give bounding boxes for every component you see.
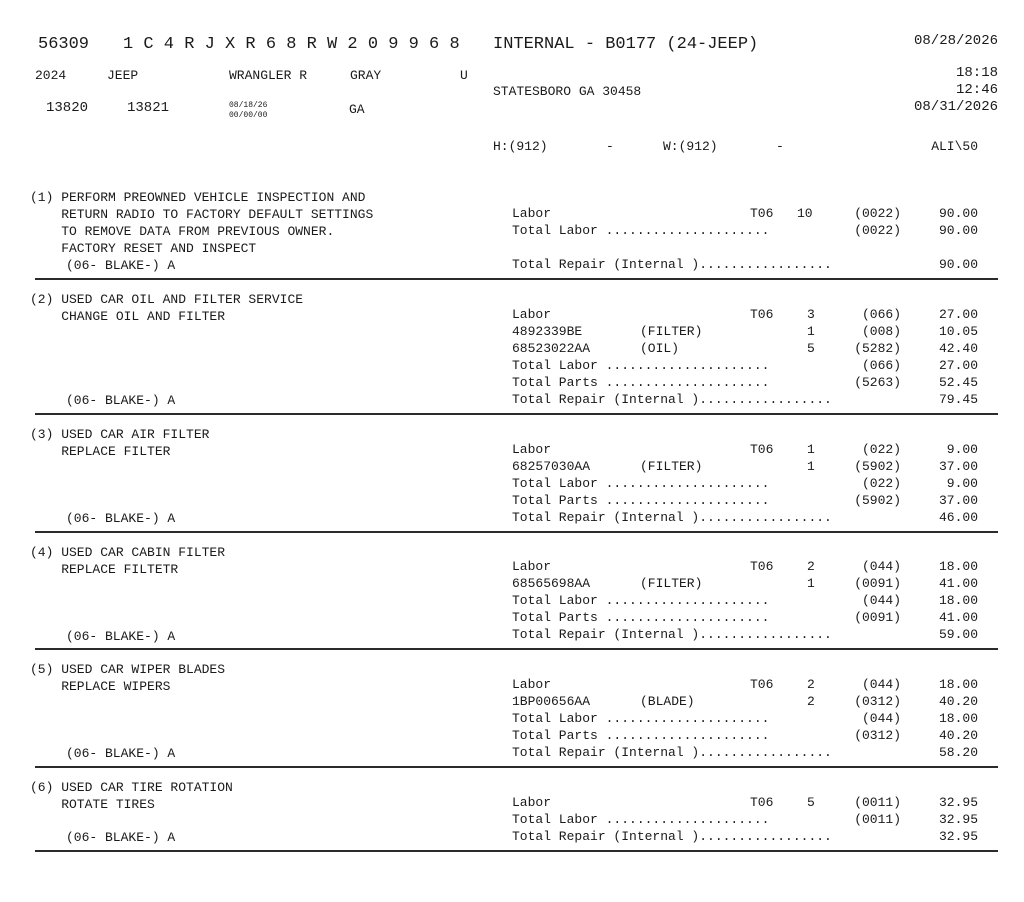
line-amount: 90.00 <box>938 206 978 221</box>
line-label: Labor <box>512 206 552 221</box>
total-repair-label: Total Repair (Internal )................. <box>512 257 832 272</box>
line-qty: 1 <box>807 459 815 474</box>
line-qty: 2 <box>807 677 815 692</box>
line-cost: (044) <box>861 559 901 574</box>
section-divider <box>35 531 998 533</box>
line-amount: 40.20 <box>938 694 978 709</box>
total-labor-amount: 32.95 <box>938 812 978 827</box>
job-description-line: (6) USED CAR TIRE ROTATION <box>30 780 233 795</box>
line-code: T06 <box>750 795 774 810</box>
total-labor-cost: (0022) <box>854 223 901 238</box>
part-number: 68523022AA <box>512 341 591 356</box>
total-repair-amount: 32.95 <box>938 829 978 844</box>
line-code: T06 <box>750 442 774 457</box>
line-amount: 37.00 <box>938 459 978 474</box>
part-number: 4892339BE <box>512 324 583 339</box>
line-label: Labor <box>512 559 552 574</box>
customer-city: STATESBORO GA 30458 <box>493 84 642 99</box>
total-labor-amount: 90.00 <box>938 223 978 238</box>
total-labor-cost: (066) <box>861 358 901 373</box>
total-repair-amount: 58.20 <box>938 745 978 760</box>
line-code: T06 <box>750 559 774 574</box>
total-parts-amount: 40.20 <box>938 728 978 743</box>
job-description-line: REPLACE FILTETR <box>30 562 179 577</box>
stock-number-1: 13820 <box>46 100 89 116</box>
job-description-line: (3) USED CAR AIR FILTER <box>30 427 210 442</box>
line-cost: (008) <box>861 324 901 339</box>
job-description-line: CHANGE OIL AND FILTER <box>30 309 226 324</box>
work-phone-dash: - <box>776 139 784 154</box>
vehicle-year: 2024 <box>35 68 67 83</box>
job-description-line: REPLACE WIPERS <box>30 679 171 694</box>
line-cost: (066) <box>861 307 901 322</box>
line-qty: 2 <box>807 694 815 709</box>
line-qty: 2 <box>807 559 815 574</box>
line-amount: 18.00 <box>938 677 978 692</box>
total-parts-label: Total Parts ..................... <box>512 375 770 390</box>
total-labor-amount: 27.00 <box>938 358 978 373</box>
vehicle-state: GA <box>349 102 365 117</box>
ro-number: 56309 <box>38 35 90 54</box>
section-divider <box>35 766 998 768</box>
work-phone: W:(912) <box>663 139 718 154</box>
total-parts-label: Total Parts ..................... <box>512 728 770 743</box>
line-cost: (022) <box>861 442 901 457</box>
line-label: Labor <box>512 442 552 457</box>
section-divider <box>35 648 998 650</box>
technician: (06- BLAKE-) A <box>66 746 176 761</box>
total-labor-amount: 18.00 <box>938 593 978 608</box>
line-cost: (0091) <box>854 576 901 591</box>
line-qty: 10 <box>797 206 813 221</box>
part-number: 68565698AA <box>512 576 591 591</box>
technician: (06- BLAKE-) A <box>66 629 176 644</box>
job-description-line: RETURN RADIO TO FACTORY DEFAULT SETTINGS <box>30 207 374 222</box>
line-label: Labor <box>512 795 552 810</box>
total-labor-label: Total Labor ..................... <box>512 476 770 491</box>
total-repair-amount: 79.45 <box>938 392 978 407</box>
line-code: T06 <box>750 206 774 221</box>
total-parts-cost: (0312) <box>854 728 901 743</box>
line-qty: 1 <box>807 442 815 457</box>
time-2: 12:46 <box>955 82 998 98</box>
advisor-code: ALI\50 <box>931 139 978 154</box>
total-parts-amount: 41.00 <box>938 610 978 625</box>
total-repair-amount: 90.00 <box>938 257 978 272</box>
total-parts-label: Total Parts ..................... <box>512 610 770 625</box>
line-amount: 32.95 <box>938 795 978 810</box>
total-repair-label: Total Repair (Internal )................. <box>512 510 832 525</box>
job-description-line: (5) USED CAR WIPER BLADES <box>30 662 226 677</box>
vehicle-model: WRANGLER R <box>229 68 308 83</box>
part-description: (FILTER) <box>640 324 703 339</box>
total-labor-cost: (044) <box>861 593 901 608</box>
total-labor-cost: (022) <box>861 476 901 491</box>
line-label: Labor <box>512 307 552 322</box>
open-date: 08/28/2026 <box>913 33 998 49</box>
line-amount: 42.40 <box>938 341 978 356</box>
line-qty: 3 <box>807 307 815 322</box>
line-cost: (0022) <box>854 206 901 221</box>
part-number: 68257030AA <box>512 459 591 474</box>
total-labor-label: Total Labor ..................... <box>512 358 770 373</box>
home-phone-dash: - <box>606 139 614 154</box>
job-description-line: (1) PERFORM PREOWNED VEHICLE INSPECTION AND <box>30 190 366 205</box>
time-1: 18:18 <box>955 65 998 81</box>
technician: (06- BLAKE-) A <box>66 511 176 526</box>
line-code: T06 <box>750 307 774 322</box>
job-description-line: ROTATE TIRES <box>30 797 155 812</box>
technician: (06- BLAKE-) A <box>66 393 176 408</box>
job-description-line: (4) USED CAR CABIN FILTER <box>30 545 226 560</box>
line-cost: (0312) <box>854 694 901 709</box>
total-repair-label: Total Repair (Internal )................. <box>512 829 832 844</box>
job-description-line: REPLACE FILTER <box>30 444 171 459</box>
total-repair-label: Total Repair (Internal )................. <box>512 627 832 642</box>
line-qty: 5 <box>807 341 815 356</box>
total-labor-amount: 9.00 <box>946 476 978 491</box>
part-description: (FILTER) <box>640 459 703 474</box>
total-parts-amount: 37.00 <box>938 493 978 508</box>
total-parts-cost: (5902) <box>854 493 901 508</box>
line-cost: (044) <box>861 677 901 692</box>
total-parts-cost: (5263) <box>854 375 901 390</box>
part-description: (FILTER) <box>640 576 703 591</box>
technician: (06- BLAKE-) A <box>66 830 176 845</box>
total-parts-cost: (0091) <box>854 610 901 625</box>
total-labor-label: Total Labor ..................... <box>512 812 770 827</box>
job-description-line: (2) USED CAR OIL AND FILTER SERVICE <box>30 292 304 307</box>
total-parts-label: Total Parts ..................... <box>512 493 770 508</box>
small-date-1: 08/18/26 <box>229 101 268 110</box>
close-date: 08/31/2026 <box>913 99 998 115</box>
part-number: 1BP00656AA <box>512 694 591 709</box>
section-divider <box>35 850 998 852</box>
total-labor-cost: (0011) <box>854 812 901 827</box>
total-labor-amount: 18.00 <box>938 711 978 726</box>
total-labor-label: Total Labor ..................... <box>512 223 770 238</box>
total-repair-label: Total Repair (Internal )................. <box>512 392 832 407</box>
line-qty: 1 <box>807 324 815 339</box>
line-qty: 5 <box>807 795 815 810</box>
part-description: (BLADE) <box>640 694 695 709</box>
total-labor-cost: (044) <box>861 711 901 726</box>
stock-number-2: 13821 <box>127 100 170 116</box>
line-cost: (5902) <box>854 459 901 474</box>
line-amount: 41.00 <box>938 576 978 591</box>
total-labor-label: Total Labor ..................... <box>512 711 770 726</box>
total-labor-label: Total Labor ..................... <box>512 593 770 608</box>
total-repair-label: Total Repair (Internal )................. <box>512 745 832 760</box>
vehicle-flag: U <box>460 68 468 83</box>
line-label: Labor <box>512 677 552 692</box>
line-cost: (5282) <box>854 341 901 356</box>
line-qty: 1 <box>807 576 815 591</box>
small-date-2: 00/00/00 <box>229 111 268 120</box>
line-amount: 9.00 <box>946 442 978 457</box>
part-description: (OIL) <box>640 341 680 356</box>
section-divider <box>35 278 998 280</box>
job-description-line: FACTORY RESET AND INSPECT <box>30 241 257 256</box>
home-phone: H:(912) <box>493 139 548 154</box>
technician: (06- BLAKE-) A <box>66 258 176 273</box>
total-parts-amount: 52.45 <box>938 375 978 390</box>
total-repair-amount: 46.00 <box>938 510 978 525</box>
customer-name: INTERNAL - B0177 (24-JEEP) <box>493 35 759 54</box>
total-repair-amount: 59.00 <box>938 627 978 642</box>
section-divider <box>35 413 998 415</box>
line-cost: (0011) <box>854 795 901 810</box>
line-amount: 10.05 <box>938 324 978 339</box>
line-amount: 27.00 <box>938 307 978 322</box>
vehicle-make: JEEP <box>107 68 139 83</box>
vehicle-color: GRAY <box>350 68 382 83</box>
line-code: T06 <box>750 677 774 692</box>
line-amount: 18.00 <box>938 559 978 574</box>
vin: 1 C 4 R J X R 6 8 R W 2 0 9 9 6 8 <box>123 35 460 54</box>
job-description-line: TO REMOVE DATA FROM PREVIOUS OWNER. <box>30 224 335 239</box>
